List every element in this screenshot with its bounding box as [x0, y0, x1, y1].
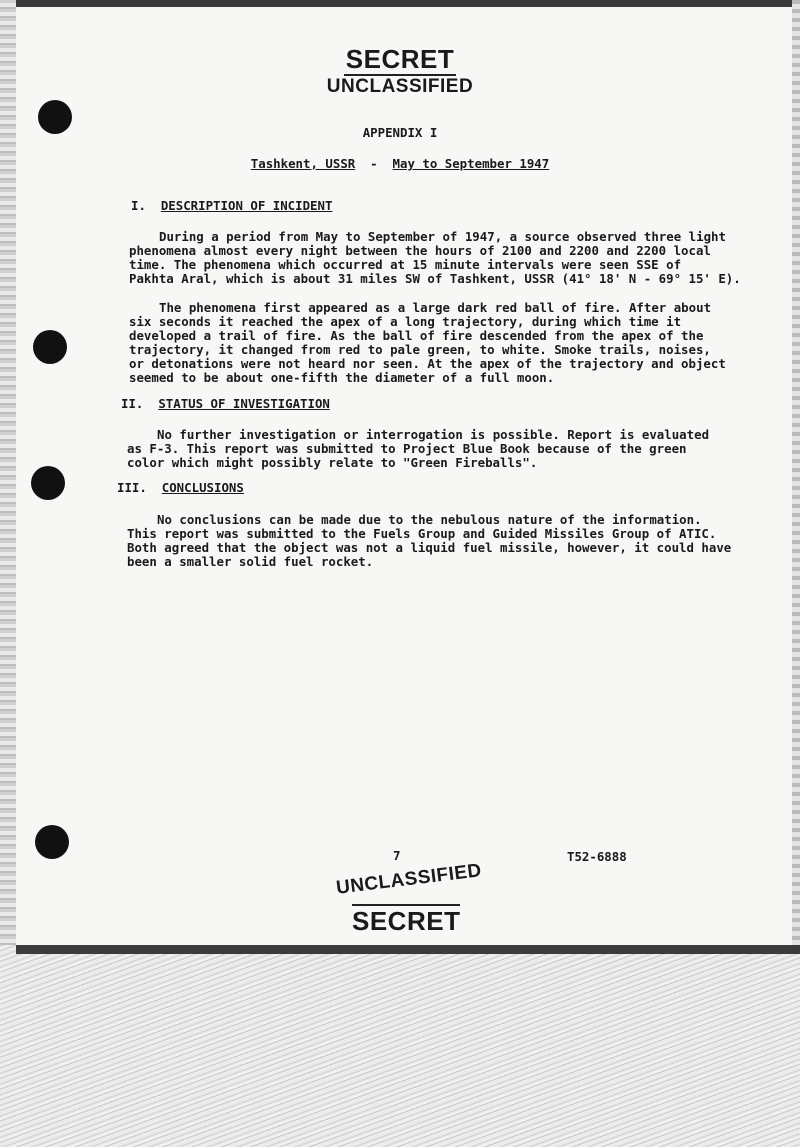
- section-numeral: III.: [117, 480, 147, 495]
- paragraph-line: or detonations were not heard nor seen. At the apex of the trajectory and object: [129, 356, 726, 371]
- paragraph-line: time. The phenomena which occurred at 15 minute intervals were seen SSE of: [129, 257, 682, 272]
- paragraph-line: six seconds it reached the apex of a long trajectory, during which time it: [129, 314, 682, 329]
- section-heading: [131, 199, 332, 213]
- subtitle-separator: -: [370, 156, 378, 171]
- classification-stamp-secret-bottom: SECRET: [352, 906, 461, 936]
- paragraph-line: No further investigation or interrogation is possible. Report is evaluated: [157, 427, 710, 442]
- paragraph-line: color which might possibly relate to "Green Fireballs".: [127, 455, 538, 470]
- paragraph-line: Both agreed that the object was not a liquid fuel missile, however, it could have: [127, 540, 732, 555]
- paragraph-line: phenomena almost every night between the hours of 2100 and 2200 and 2200 local: [129, 243, 711, 258]
- paragraph-line: This report was submitted to the Fuels Group and Guided Missiles Group of ATIC.: [127, 526, 717, 541]
- classification-stamp-unclassified-bottom: UNCLASSIFIED: [335, 860, 483, 899]
- section-heading: [117, 481, 244, 495]
- scan-bottom-background: [0, 945, 800, 1147]
- paragraph-line: seemed to be about one-fifth the diameter of a full moon.: [129, 370, 555, 385]
- punch-hole-2: [33, 330, 67, 364]
- scan-bottom-edge: [16, 945, 800, 954]
- paragraph-line: The phenomena first appeared as a large dark red ball of fire. After about: [159, 300, 712, 315]
- section-title: DESCRIPTION OF INCIDENT: [160, 198, 333, 213]
- punch-hole-4: [35, 825, 69, 859]
- subtitle-location: Tashkent, USSR: [250, 156, 356, 171]
- subtitle-dates: May to September 1947: [392, 156, 550, 171]
- classification-stamp-secret-top: SECRET: [345, 44, 455, 74]
- paragraph-line: No conclusions can be made due to the nebulous nature of the information.: [157, 512, 702, 527]
- punch-hole-3: [31, 466, 65, 500]
- paragraph-line: developed a trail of fire. As the ball of fire descended from the apex of the: [129, 328, 704, 343]
- paragraph-line: trajectory, it changed from red to pale green, to white. Smoke trails, noises,: [129, 342, 711, 357]
- appendix-heading: APPENDIX I: [362, 125, 438, 140]
- document-page: [16, 7, 792, 945]
- section-numeral: I.: [131, 198, 146, 213]
- page-number: 7: [393, 848, 401, 863]
- paragraph-line: Pakhta Aral, which is about 31 miles SW of Tashkent, USSR (41° 18' N - 69° 15' E).: [129, 271, 741, 286]
- paragraph-line: as F-3. This report was submitted to Project Blue Book because of the green: [127, 441, 687, 456]
- classification-stamp-unclassified-top: UNCLASSIFIED: [326, 76, 474, 97]
- document-number: T52-6888: [567, 849, 627, 864]
- section-heading: [121, 397, 330, 411]
- paragraph-line: been a smaller solid fuel rocket.: [127, 554, 374, 569]
- document-subtitle: [0, 157, 800, 171]
- paragraph-line: During a period from May to September of 1947, a source observed three light: [159, 229, 726, 244]
- scan-top-border: [0, 0, 800, 7]
- section-numeral: II.: [121, 396, 144, 411]
- section-title: CONCLUSIONS: [161, 480, 244, 495]
- section-title: STATUS OF INVESTIGATION: [158, 396, 330, 411]
